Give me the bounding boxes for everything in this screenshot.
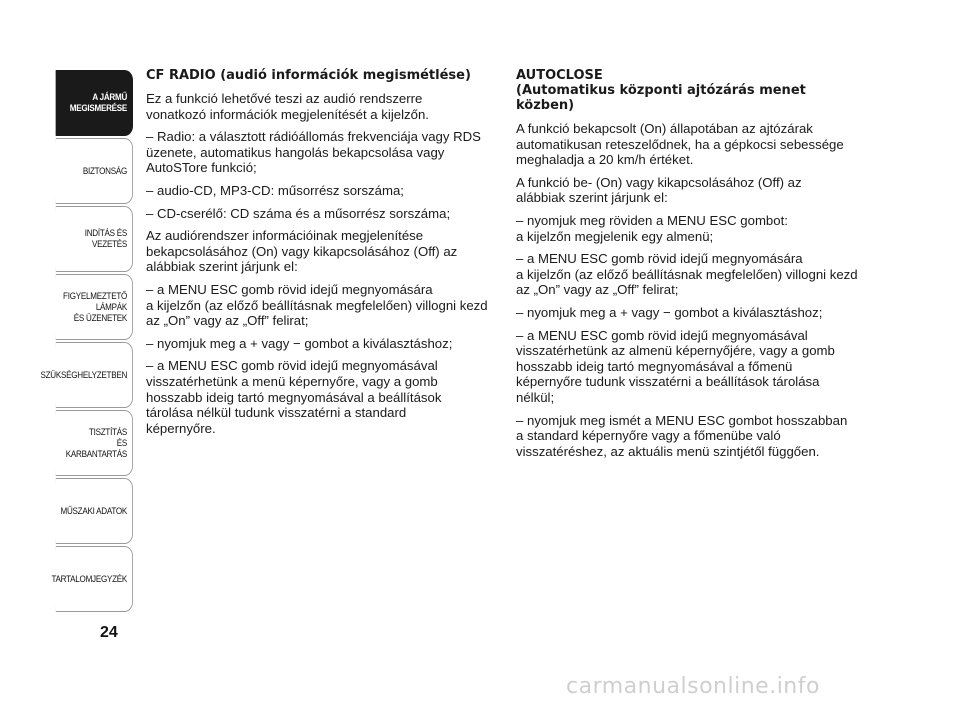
tab-label: INDÍTÁS ÉS VEZETÉS — [84, 228, 128, 250]
paragraph: A funkció be- (On) vagy kikapcsolásához (Off) az alábbiak szerint járjunk el: — [516, 174, 802, 206]
paragraph: A funkció bekapcsolt (On) állapotában az ajtózárak automatikusan reteszelődnek, ha a gépkocsi sebessége meghaladja a 20 km/h értéket. — [516, 121, 844, 168]
tab-safety[interactable] — [56, 138, 133, 204]
tab-label: TARTALOMJEGYZÉK — [51, 573, 128, 585]
paragraph: – a MENU ESC gomb rövid idejű megnyomására a kijelzőn (az előző beállításnak megfelelően) villogni kezd az „On” vagy az „Off” felirat; — [516, 251, 858, 298]
tab-warning-lights[interactable] — [56, 274, 133, 340]
paragraph: – a MENU ESC gomb rövid idejű megnyomására a kijelzőn (az előző beállításnak megfelelően) villogni kezd az „On” vagy az „Off” felirat; — [146, 281, 488, 329]
tab-label: FIGYELMEZTETŐ LÁMPÁK ÉS ÜZENETEK — [63, 290, 128, 324]
tab-index[interactable] — [51, 546, 133, 612]
paragraph: – nyomjuk meg a + vagy − gombot a kiválasztáshoz; — [146, 335, 453, 351]
paragraph: – a MENU ESC gomb rövid idejű megnyomásával visszatérhetünk a menü képernyőre, vagy a gomb hosszabb ideig tartó megnyomásával a beállítások tárolása nélkül tudunk visszatérni a standard képernyőre. — [146, 358, 442, 436]
paragraph: – nyomjuk meg röviden a MENU ESC gombot: a kijelzőn megjelenik egy almenü; — [516, 212, 788, 244]
tab-label: BIZTONSÁG — [82, 165, 128, 177]
section-tabs — [42, 70, 133, 614]
paragraph: – CD-cserélő: CD száma és a műsorrész sorszáma; — [146, 205, 451, 221]
paragraph: – nyomjuk meg ismét a MENU ESC gombot hosszabban a standard képernyőre vagy a főmenübe való visszatéréshez, az aktuális menü szintjétől függően. — [516, 412, 848, 459]
paragraph: Az audiórendszer információinak megjelenítése bekapcsolásához (On) vagy kikapcsolásához (Off) az alábbiak szerint járjunk el: — [146, 228, 458, 275]
tab-label: TISZTÍTÁS ÉS KARBANTARTÁS — [65, 426, 128, 460]
watermark: carmanualsonline.info — [566, 674, 820, 699]
tab-vehicle-overview[interactable] — [56, 70, 133, 136]
paragraph: Ez a funkció lehetővé teszi az audió rendszerre vonatkozó információk megjelenítését a kijelzőn. — [146, 91, 429, 122]
tab-starting-driving[interactable] — [56, 206, 133, 272]
section-heading: CF RADIO (audió információk megismétlése) — [146, 68, 471, 83]
tab-label: SZÜKSÉGHELYZETBEN — [40, 369, 128, 381]
paragraph: – a MENU ESC gomb rövid idejű megnyomásával visszatérhetünk az almenü képernyőjére, vagy a gomb hosszabb ideig tartó megnyomásával a főmenü képernyőre tudunk visszatérni a beállítások tárolása nélkül; — [516, 327, 835, 405]
tab-emergency[interactable] — [40, 342, 133, 408]
tab-label: MŰSZAKI ADATOK — [60, 505, 128, 517]
tab-maintenance[interactable] — [56, 410, 133, 476]
tab-label: A JÁRMŰ MEGISMERÉSE — [69, 92, 128, 114]
right-column — [516, 68, 888, 466]
left-column — [146, 68, 498, 443]
paragraph: – audio-CD, MP3-CD: műsorrész sorszáma; — [146, 182, 404, 198]
paragraph: – nyomjuk meg a + vagy − gombot a kiválasztáshoz; — [516, 304, 823, 320]
page-number: 24 — [100, 624, 118, 641]
section-heading: AUTOCLOSE (Automatikus központi ajtózárás menet közben) — [516, 68, 806, 113]
tab-technical-data[interactable] — [56, 478, 133, 544]
paragraph: – Radio: a választott rádióállomás frekvenciája vagy RDS üzenete, automatikus hangolás bekapcsolása vagy AutoSTore funkció; — [146, 129, 481, 176]
